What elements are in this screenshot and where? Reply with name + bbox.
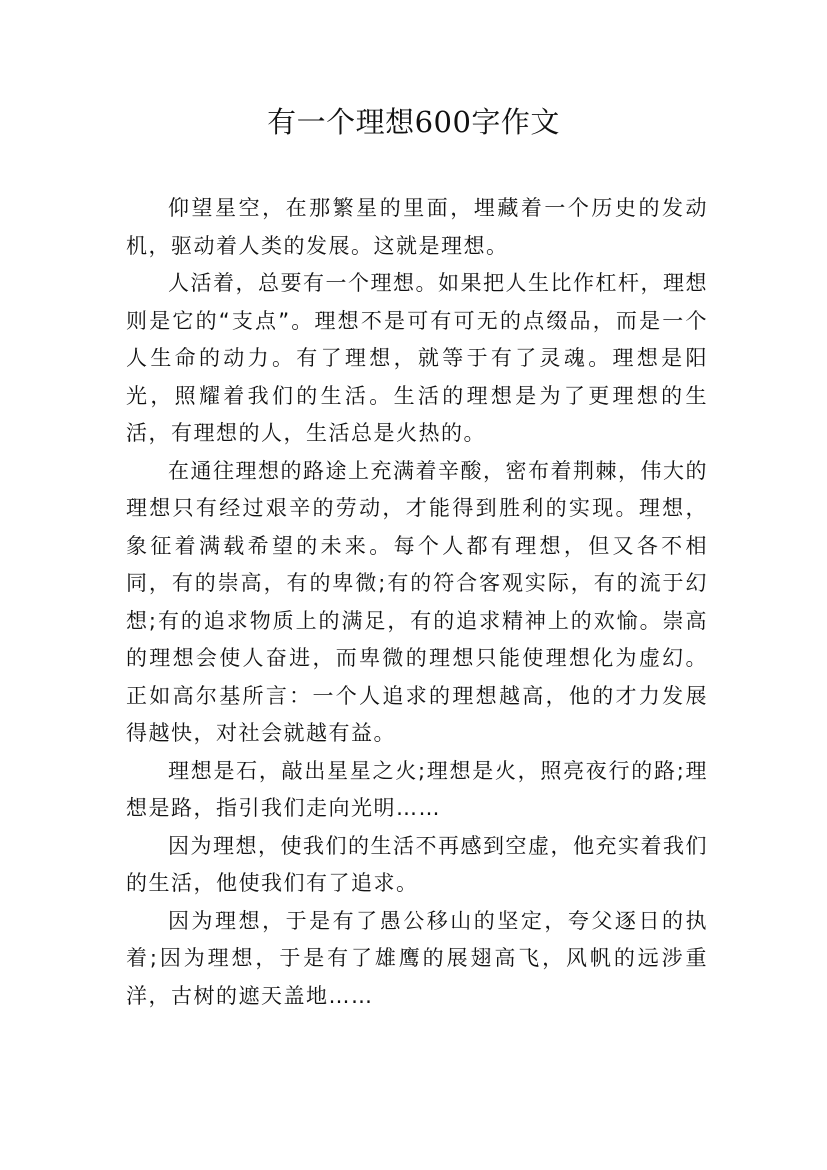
paragraph-5: 因为理想，使我们的生活不再感到空虚，他充实着我们的生活，他使我们有了追求。 — [126, 833, 708, 895]
paragraph-6: 因为理想，于是有了愚公移山的坚定，夸父逐日的执着;因为理想，于是有了雄鹰的展翅高飞，风帆的远涉重洋，古树的遮天盖地…… — [126, 908, 708, 1008]
document-title: 有一个理想600字作文 — [267, 105, 560, 139]
paragraph-3: 在通往理想的路途上充满着辛酸，密布着荆棘，伟大的理想只有经过艰辛的劳动，才能得到胜利的实现。理想，象征着满载希望的未来。每个人都有理想，但又各不相同，有的崇高，有的卑微;有的符合客观实际，有的流于幻想;有的追求物质上的满足，有的追求精神上的欢愉。崇高的理想会使人奋进，而卑微的理想只能使理想化为虚幻。正如高尔基所言：一个人追求的理想越高，他的才力发展得越快，对社会就越有益。 — [126, 458, 708, 745]
paragraph-4: 理想是石，敲出星星之火;理想是火，照亮夜行的路;理想是路，指引我们走向光明…… — [126, 758, 708, 820]
document-body — [126, 190, 708, 1015]
paragraph-1: 仰望星空，在那繁星的里面，埋藏着一个历史的发动机，驱动着人类的发展。这就是理想。 — [126, 196, 708, 258]
paragraph-2: 人活着，总要有一个理想。如果把人生比作杠杆，理想则是它的“支点”。理想不是可有可无的点缀品，而是一个人生命的动力。有了理想，就等于有了灵魂。理想是阳光，照耀着我们的生活。生活的理想是为了更理想的生活，有理想的人，生活总是火热的。 — [126, 271, 708, 445]
